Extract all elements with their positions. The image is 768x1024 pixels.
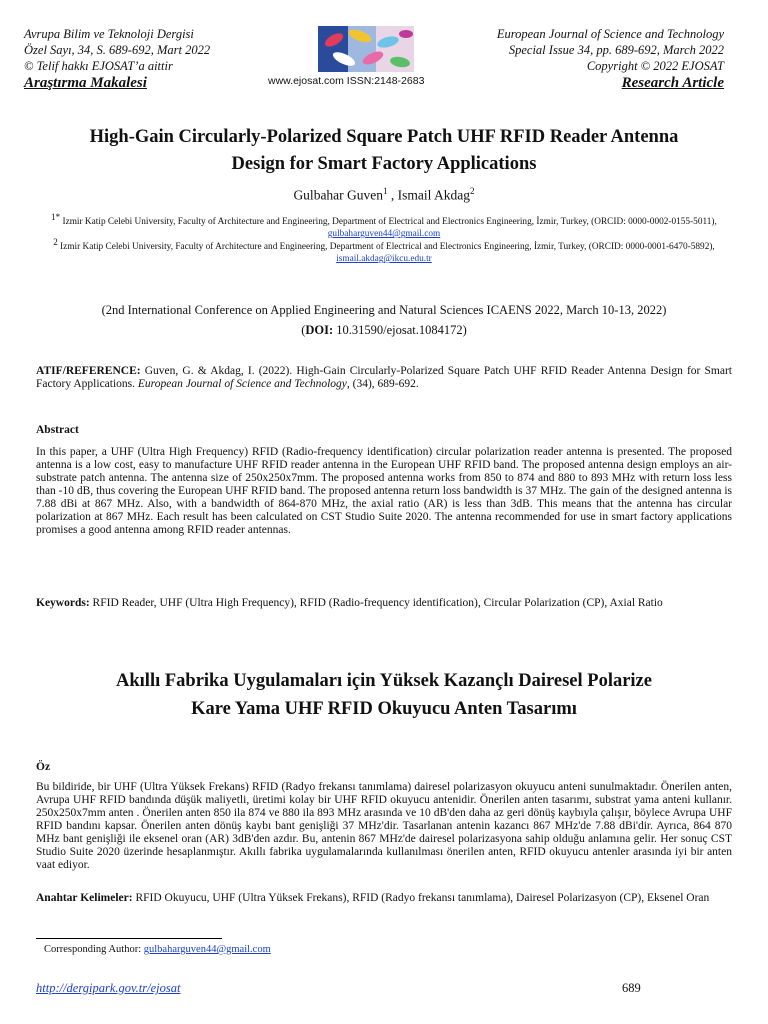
author-separator: , xyxy=(387,187,398,203)
journal-header-en xyxy=(497,26,724,92)
article-type-en: Research Article xyxy=(621,75,724,91)
journal-name-en: European Journal of Science and Technology xyxy=(496,27,724,41)
pills-capsules-logo xyxy=(318,26,414,72)
keywords xyxy=(36,597,732,610)
turkish-keywords-text: RFID Okuyucu, UHF (Ultra Yüksek Frekans), RFID (Radyo frekansı tanımlama), Dairesel Polarizasyon (CP), Eksenel Oran xyxy=(132,892,710,904)
citation-label: ATIF/REFERENCE: xyxy=(36,365,141,377)
doi-line: (DOI: 10.31590/ejosat.1084172) xyxy=(301,323,467,337)
author-name: Gulbahar Guven xyxy=(293,187,384,203)
journal-website-issn: www.ejosat.com ISSN:2148-2683 xyxy=(268,75,425,87)
conference-info xyxy=(30,300,738,340)
affil-mark: 1* xyxy=(51,212,61,222)
corresponding-email-link[interactable]: gulbaharguven44@gmail.com xyxy=(143,944,271,955)
abstract-body: In this paper, a UHF (Ultra High Frequency) RFID (Radio-frequency identification) circular polarization reader antenna is presented. The proposed antenna is a low cost, easy to manufacture UHF RFID reader antenna in the European UHF RFID band. The proposed antenna design employs an air-substrate patch antenna. The antenna size of 250x250x7mm. The proposed antenna works from 850 to 874 and 880 to 893 MHz with return loss less than -10 dB, thus covering the European UHF RFID band. The proposed antenna return loss bandwidth is 37 MHz. The gain of the designed antenna is 7.88 dBi at 867 MHz. Also, with a bandwidth of 864-870 MHz, the axial ratio (AR) is less than 3dB. This means that the antenna has circular polarization at 867 MHz. Each result has been calculated on CST Studio Suite 2020. The antenna recommended for use in smart factory applications promises a good antenna among RFID reader antennas. xyxy=(36,446,732,536)
turkish-keywords-label: Anahtar Kelimeler: xyxy=(36,892,133,904)
corresponding-author-note xyxy=(44,944,271,955)
footnote-divider xyxy=(36,938,222,939)
author-email-link[interactable]: gulbaharguven44@gmail.com xyxy=(327,229,441,240)
article-type-tr: Araştırma Makalesi xyxy=(24,75,147,91)
copyright-en: Copyright © 2022 EJOSAT xyxy=(586,59,724,73)
affil-text: Izmir Katip Celebi University, Faculty of Architecture and Engineering, Department of Electrical and Electronics Engineering, İzmir, Turkey, (ORCID: 0000-0002-0155-5011), xyxy=(60,217,717,228)
citation-text: Guven, G. & Akdag, I. (2022). High-Gain Circularly-Polarized Square Patch UHF RFID Reader Antenna Design for Smart Factory Applications. xyxy=(36,365,732,390)
keywords-label: Keywords: xyxy=(36,597,90,609)
oz-heading: Öz xyxy=(36,761,51,773)
doi-value: 10.31590/ejosat.1084172) xyxy=(333,323,467,337)
affil-mark: 2 xyxy=(53,237,58,247)
turkish-keywords xyxy=(36,892,732,905)
dergipark-url-link[interactable]: http://dergipark.gov.tr/ejosat xyxy=(36,981,181,995)
affiliation-2 xyxy=(36,236,732,265)
turkish-title-line1: Akıllı Fabrika Uygulamaları için Yüksek Kazançlı Dairesel Polarize xyxy=(116,671,652,691)
citation-tail: , (34), 689-692. xyxy=(346,378,419,390)
issue-info-tr: Özel Sayı, 34, S. 689-692, Mart 2022 xyxy=(24,43,211,57)
author-list xyxy=(30,186,738,204)
keywords-text: RFID Reader, UHF (Ultra High Frequency), RFID (Radio-frequency identification), Circular Polarization (CP), Axial Ratio xyxy=(89,597,663,609)
oz-body: Bu bildiride, bir UHF (Ultra Yüksek Frekans) RFID (Radyo frekansı tanımlama) dairesel polarizasyon okuyucu anteni sunulmaktadır. Önerilen anten, Avrupa UHF RFID bandında düşük maliyetli, üretimi kolay bir UHF RFID okuyucu antenidir. Önerilen anten tasarımı, substrat yama anteni kullanır. 250x250x7mm anten . Önerilen anten 850 ila 874 ve 880 ila 893 MHz arasında ve 10 dB'den daha az geri dönüş kaybıyla çalışır, böylece Avrupa UHF RFID bandını kapsar. Önerilen anten dönüş kaybı bant genişliği 37 MHz'dir. Tasarlanan antenin kazancı 867 MHz'de 7.88 dBi'dir. Ayrıca, 864 870 MHz bant genişliği ile eksenel oran (AR) 3dB'den azdır. Bu, antenin 867 MHz'de dairesel polarizasyona sahip olduğu anlamına gelir. Her sonuç CST Studio Suite 2020 üzerinde hesaplanmıştır. Akıllı fabrika uygulamalarında kullanılması önerilen anten, RFID okuyucu antenler arasında iyi bir anten vaat ediyor. xyxy=(36,781,732,871)
doi-label: DOI: xyxy=(305,323,334,337)
author-affil-mark: 1 xyxy=(383,186,388,196)
copyright-tr: © Telif hakkı EJOSAT’a aittir xyxy=(24,59,173,73)
turkish-title-line2: Kare Yama UHF RFID Okuyucu Anten Tasarımı xyxy=(191,699,577,719)
conference-text: (2nd International Conference on Applied Engineering and Natural Sciences ICAENS 2022, March 10-13, 2022) xyxy=(101,303,667,317)
journal-name-tr: Avrupa Bilim ve Teknoloji Dergisi xyxy=(24,27,194,41)
author-name: Ismail Akdag xyxy=(397,187,471,203)
author-affil-mark: 2 xyxy=(470,186,475,196)
paper-title-line2: Design for Smart Factory Applications xyxy=(231,154,537,174)
citation-reference xyxy=(36,365,732,391)
paper-title-line1: High-Gain Circularly-Polarized Square Patch UHF RFID Reader Antenna xyxy=(89,127,679,147)
paper-title xyxy=(30,124,738,178)
footnote-label: Corresponding Author: xyxy=(44,944,144,955)
page-number: 689 xyxy=(622,981,641,995)
affil-text: Izmir Katip Celebi University, Faculty of Architecture and Engineering, Department of Electrical and Electronics Engineering, İzmir, Turkey, (ORCID: 0000-0001-6470-5892), xyxy=(57,242,715,253)
issue-info-en: Special Issue 34, pp. 689-692, March 2022 xyxy=(508,43,724,57)
citation-journal: European Journal of Science and Technology xyxy=(137,378,347,390)
author-email-link[interactable]: ismail.akdag@ikcu.edu.tr xyxy=(336,254,432,265)
turkish-title xyxy=(30,667,738,723)
journal-header-tr xyxy=(24,26,210,92)
abstract-heading: Abstract xyxy=(36,424,79,436)
